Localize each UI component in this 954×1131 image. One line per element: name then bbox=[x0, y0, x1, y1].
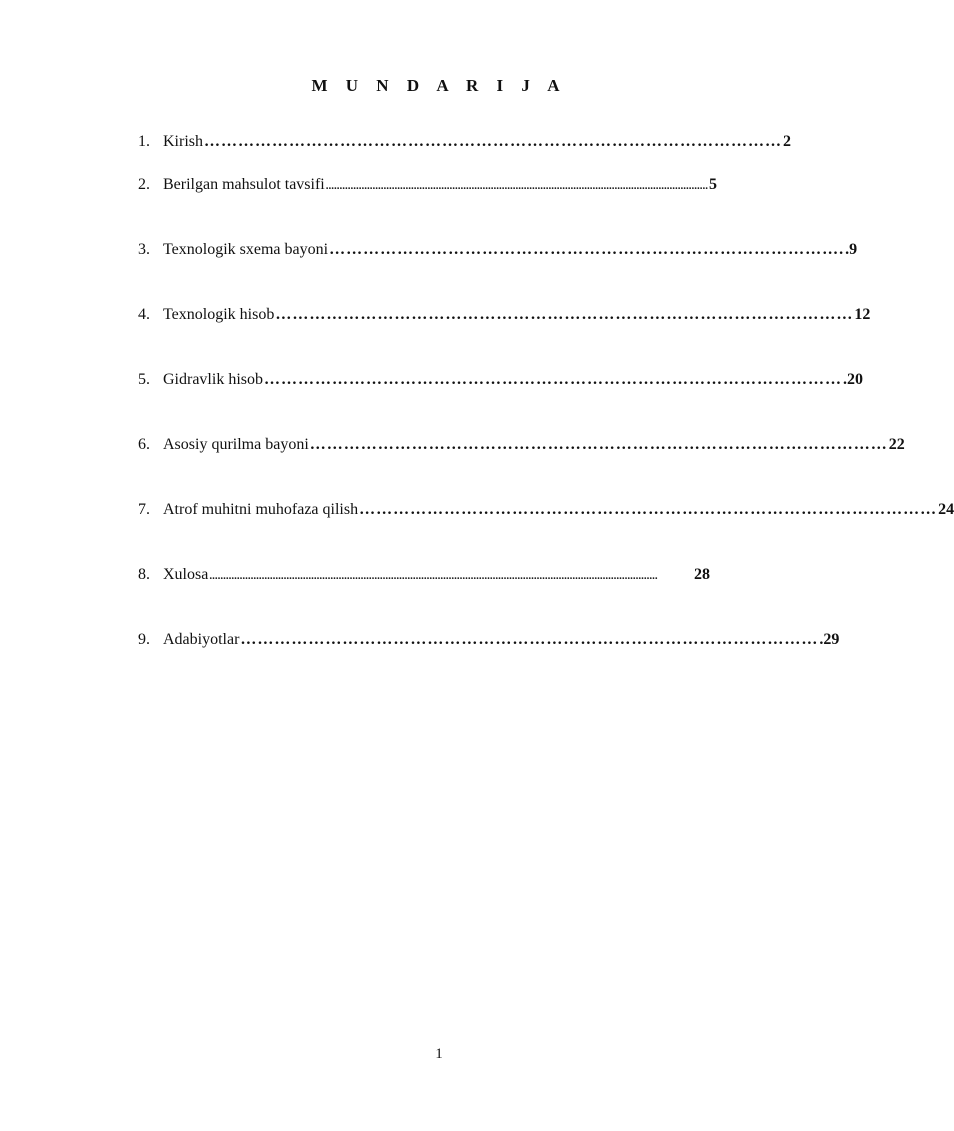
entry-label: Asosiy qurilma bayoni bbox=[163, 436, 309, 453]
footer-page-number: 1 bbox=[435, 1046, 443, 1062]
entry-number: 3. bbox=[138, 241, 150, 258]
entry-label: Texnologik hisob bbox=[163, 306, 275, 323]
toc-entry bbox=[138, 566, 710, 584]
entry-label: Adabiyotlar bbox=[163, 631, 240, 648]
entry-number: 9. bbox=[138, 631, 150, 648]
entry-page-number: 2 bbox=[783, 133, 791, 150]
entry-page-number: .9 bbox=[845, 241, 858, 258]
entry-number: 8. bbox=[138, 566, 150, 583]
entry-number: 5. bbox=[138, 371, 150, 388]
entry-number: 1. bbox=[138, 133, 150, 150]
entry-number: 4. bbox=[138, 306, 150, 323]
entry-page-number: .20 bbox=[843, 371, 863, 388]
toc-entry bbox=[138, 631, 840, 649]
dot-leader: ………………………………………………………………………………………… bbox=[264, 371, 842, 388]
toc-entry bbox=[138, 306, 871, 324]
dot-leader: ………………………………………………………………………………. bbox=[329, 241, 845, 258]
dot-leader: ………………………………………………………………………………………… bbox=[204, 133, 782, 150]
toc-entry bbox=[138, 133, 791, 151]
dot-leader: ................................................................................................................................................................... bbox=[209, 570, 658, 582]
toc-entry bbox=[138, 241, 858, 259]
toc-entry bbox=[138, 501, 954, 519]
entry-page-number: .29 bbox=[819, 631, 840, 648]
entry-label: Atrof muhitni muhofaza qilish bbox=[163, 501, 359, 518]
page-title: M U N D A R I J A bbox=[311, 76, 567, 95]
entry-page-number: 24 bbox=[938, 501, 954, 518]
dot-leader: ………………………………………………………………………………………… bbox=[275, 306, 854, 323]
toc-entry bbox=[138, 436, 905, 454]
entry-label: Gidravlik hisob bbox=[163, 371, 263, 388]
entry-page-number: 22 bbox=[888, 436, 905, 453]
toc-entry bbox=[138, 176, 717, 194]
entry-label: Berilgan mahsulot tavsifi bbox=[163, 176, 325, 193]
dot-leader: ........................................................................................................................................... bbox=[325, 180, 708, 192]
entry-page-number: 5 bbox=[709, 176, 717, 193]
entry-page-number: 12 bbox=[854, 306, 871, 323]
dot-leader: ………………………………………………………………………………………… bbox=[309, 436, 888, 453]
entry-label: Kirish bbox=[163, 133, 203, 150]
entry-page-number: 28 bbox=[694, 566, 710, 583]
entry-number: 7. bbox=[138, 501, 150, 518]
entry-number: 6. bbox=[138, 436, 150, 453]
entry-number: 2. bbox=[138, 176, 150, 193]
dot-leader: ………………………………………………………………………………………… bbox=[240, 631, 819, 648]
dot-leader: ………………………………………………………………………………………… bbox=[359, 501, 938, 518]
entry-label: Texnologik sxema bayoni bbox=[163, 241, 329, 258]
entry-label: Xulosa bbox=[163, 566, 209, 583]
toc-entry bbox=[138, 371, 863, 389]
